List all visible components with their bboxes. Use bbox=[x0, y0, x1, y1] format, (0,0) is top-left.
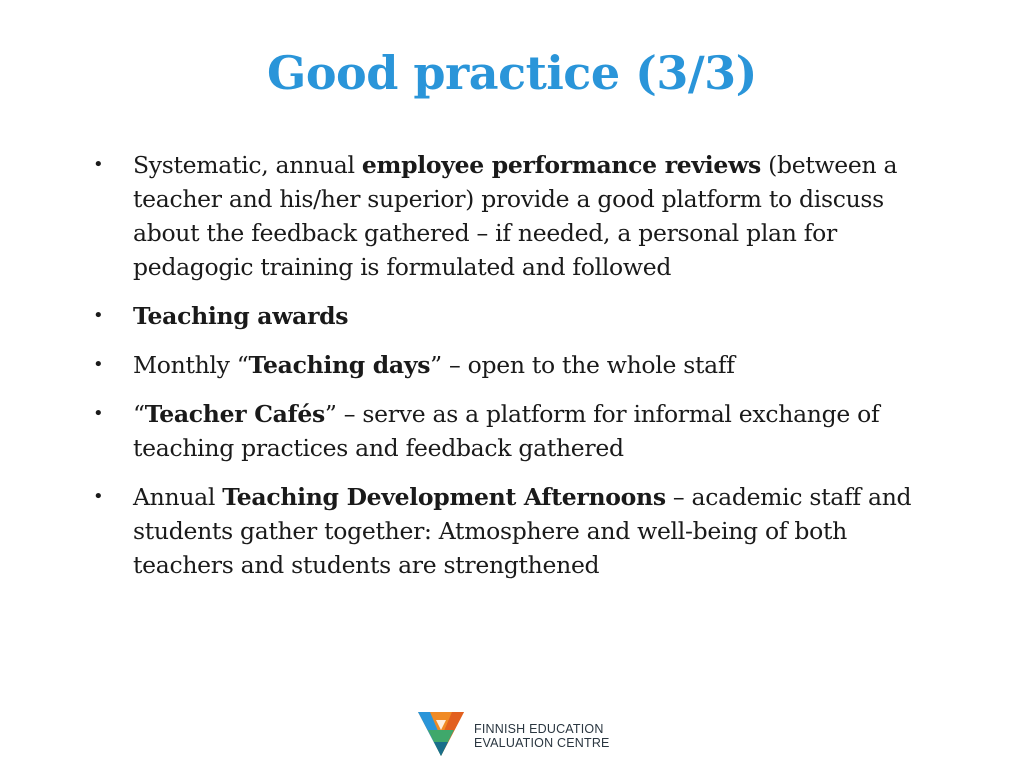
bullet-dot-icon: • bbox=[93, 403, 104, 424]
bullet-text-part: “ bbox=[133, 400, 145, 428]
bullet-text-part: Annual bbox=[133, 483, 223, 511]
bullet-text-part: Systematic, annual bbox=[133, 151, 362, 179]
bullet-text-bold: Teaching Development Afternoons bbox=[222, 483, 666, 511]
bullet-text-bold: Teaching days bbox=[248, 351, 431, 379]
bullet-text-part: – academic staff and students gather together: Atmosphere and well-being of both teachers and students are strengthened bbox=[133, 483, 912, 579]
bullet-dot-icon: • bbox=[93, 354, 104, 375]
bullet-item bbox=[93, 148, 923, 284]
slide-title: Good practice (3/3) bbox=[267, 46, 757, 100]
bullet-item bbox=[93, 397, 923, 465]
organization-logo bbox=[414, 708, 614, 760]
bullet-text-bold: Teacher Cafés bbox=[144, 400, 325, 428]
bullet-text-part: ” – serve as a platform for informal exchange of teaching practices and feedback gathered bbox=[133, 400, 880, 462]
bullet-item bbox=[93, 480, 923, 582]
bullet-dot-icon: • bbox=[93, 486, 104, 507]
bullet-text-part: (between a teacher and his/her superior) provide a good platform to discuss about the feedback gathered – if needed, a personal plan for pedagogic training is formulated and followed bbox=[133, 151, 898, 281]
bullet-dot-icon: • bbox=[93, 305, 104, 326]
bullet-list bbox=[93, 148, 923, 597]
bullet-item bbox=[93, 299, 923, 333]
triangle-logo-icon bbox=[414, 708, 468, 760]
bullet-text-bold: employee performance reviews bbox=[361, 151, 761, 179]
bullet-dot-icon: • bbox=[93, 154, 104, 175]
bullet-text-bold: Teaching awards bbox=[133, 302, 349, 330]
bullet-item bbox=[93, 348, 923, 382]
logo-text-line2: EVALUATION CENTRE bbox=[474, 736, 610, 750]
bullet-text-part: ” – open to the whole staff bbox=[430, 351, 735, 379]
logo-text bbox=[474, 722, 610, 750]
bullet-text-part: Monthly “ bbox=[133, 351, 249, 379]
logo-text-line1: FINNISH EDUCATION bbox=[474, 722, 604, 736]
